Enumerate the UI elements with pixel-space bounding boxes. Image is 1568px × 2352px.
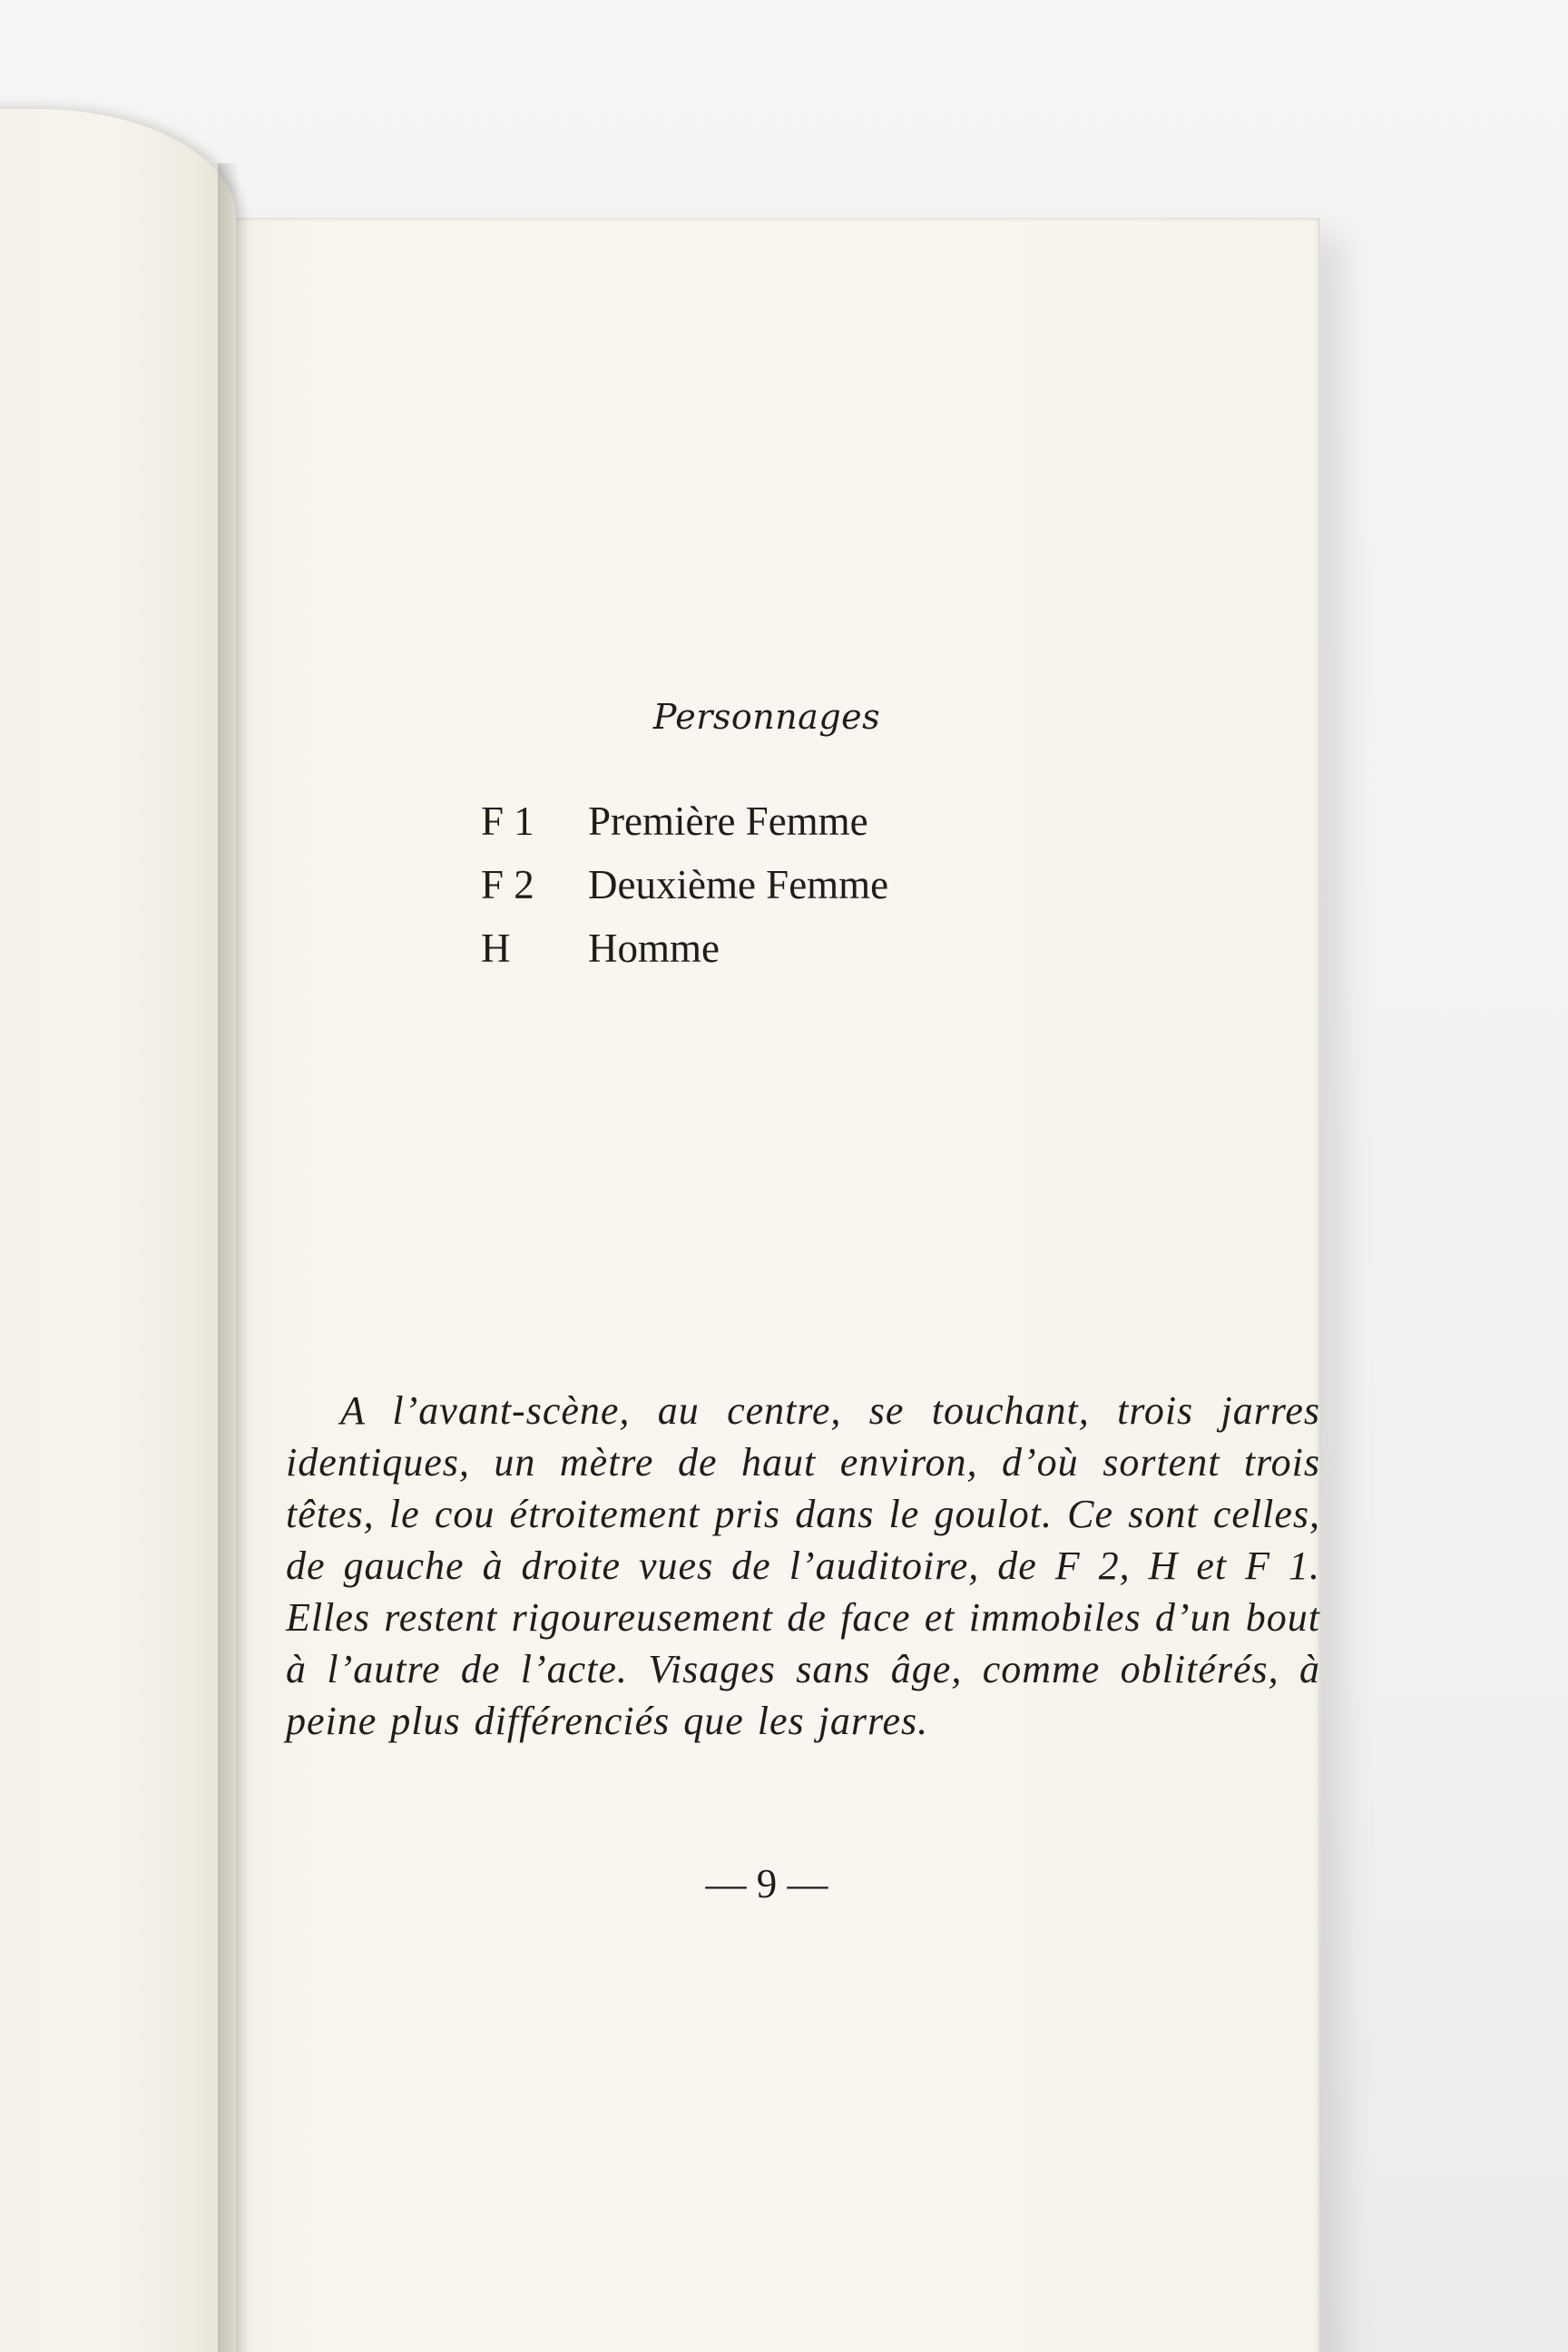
page-content <box>177 218 1320 2352</box>
cast-row <box>481 789 888 853</box>
cast-row <box>481 853 888 916</box>
cast-heading: Personnages <box>652 697 881 737</box>
cast-name: Première Femme <box>588 799 868 844</box>
page-number: — 9 — <box>705 1861 828 1906</box>
cast-name: Deuxième Femme <box>588 862 889 907</box>
cast-code: H <box>481 926 511 971</box>
cast-row <box>481 916 888 980</box>
cast-name: Homme <box>588 926 720 971</box>
cast-code: F 1 <box>481 799 534 844</box>
cast-code: F 2 <box>481 862 534 907</box>
cast-list <box>481 789 888 980</box>
stage-direction-paragraph: A l’avant-scène, au centre, se touchant, trois jarres identiques, un mètre de haut environ, d’où sortent trois têtes, le cou étroitement pris dans le goulot. Ce sont celles, de gauche à droite vues de l’auditoire, de F 2, H et F 1. Elles restent rigoureusement de face et immobiles d’un bout à l’autre de l’acte. Visages sans âge, comme oblitérés, à peine plus différenciés que les jarres. <box>286 1388 1320 1743</box>
